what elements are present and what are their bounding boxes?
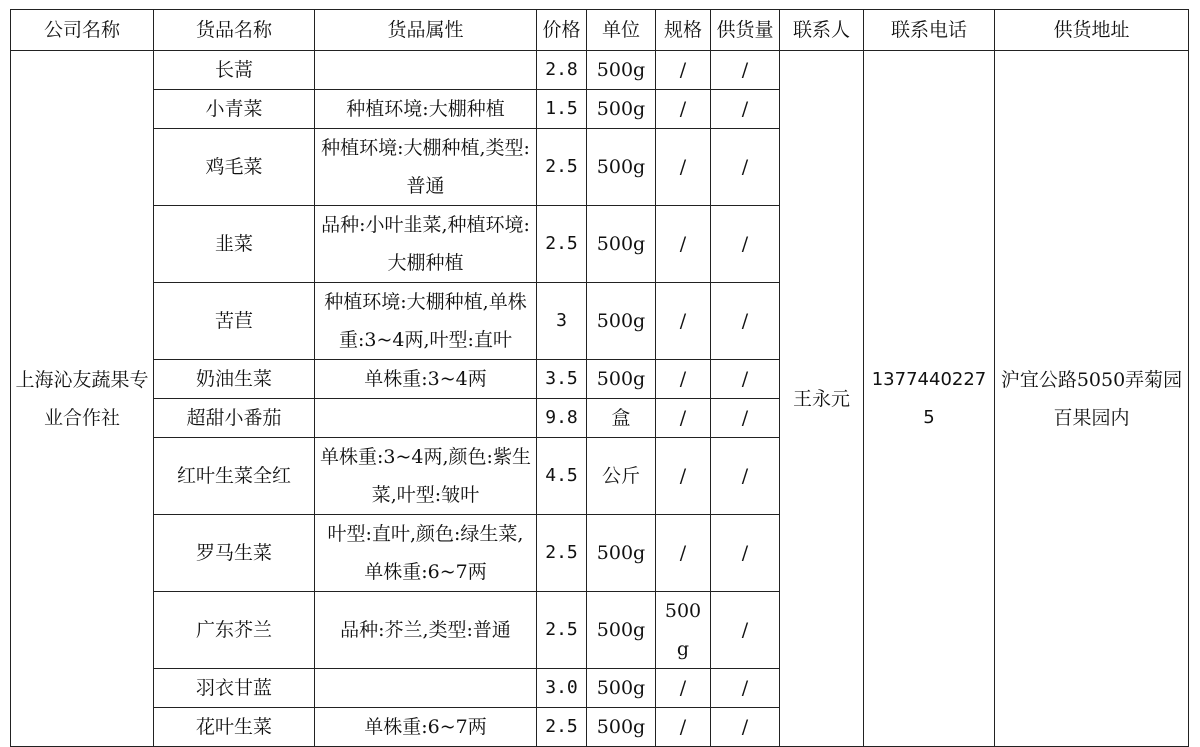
price-cell: 2.5 [537, 129, 587, 206]
supply-cell: / [711, 438, 780, 515]
header-spec: 规格 [656, 10, 711, 51]
product-attr-cell [315, 399, 537, 438]
product-name-cell: 苦苣 [154, 283, 315, 360]
header-price: 价格 [537, 10, 587, 51]
spec-cell: / [656, 51, 711, 90]
product-attr-cell: 单株重:3~4两 [315, 360, 537, 399]
product-name-cell: 小青菜 [154, 90, 315, 129]
spec-cell: / [656, 438, 711, 515]
table-row [11, 51, 1189, 90]
unit-cell: 500g [587, 206, 656, 283]
unit-cell: 500g [587, 515, 656, 592]
header-row [11, 10, 1189, 51]
product-name-cell: 韭菜 [154, 206, 315, 283]
product-name-cell: 长蒿 [154, 51, 315, 90]
unit-cell: 500g [587, 592, 656, 669]
header-unit: 单位 [587, 10, 656, 51]
supplier-sheet [10, 9, 1189, 747]
price-cell: 9.8 [537, 399, 587, 438]
spec-cell: / [656, 399, 711, 438]
product-name-cell: 红叶生菜全红 [154, 438, 315, 515]
spec-cell: / [656, 708, 711, 747]
supply-cell: / [711, 206, 780, 283]
product-attr-cell: 品种:芥兰,类型:普通 [315, 592, 537, 669]
product-name-cell: 超甜小番茄 [154, 399, 315, 438]
supply-cell: / [711, 515, 780, 592]
supply-cell: / [711, 669, 780, 708]
price-cell: 4.5 [537, 438, 587, 515]
spec-cell: / [656, 669, 711, 708]
unit-cell: 500g [587, 708, 656, 747]
unit-cell: 500g [587, 129, 656, 206]
product-attr-cell: 种植环境:大棚种植 [315, 90, 537, 129]
product-name-cell: 罗马生菜 [154, 515, 315, 592]
company-name-cell: 上海沁友蔬果专业合作社 [11, 51, 154, 747]
product-attr-cell: 种植环境:大棚种植,类型:普通 [315, 129, 537, 206]
supply-cell: / [711, 129, 780, 206]
price-cell: 3.5 [537, 360, 587, 399]
supply-cell: / [711, 399, 780, 438]
unit-cell: 公斤 [587, 438, 656, 515]
unit-cell: 500g [587, 90, 656, 129]
unit-cell: 500g [587, 51, 656, 90]
supply-cell: / [711, 51, 780, 90]
supply-cell: / [711, 360, 780, 399]
price-cell: 2.5 [537, 206, 587, 283]
spec-cell: / [656, 90, 711, 129]
product-name-cell: 鸡毛菜 [154, 129, 315, 206]
spec-cell: / [656, 129, 711, 206]
header-address: 供货地址 [995, 10, 1189, 51]
product-name-cell: 花叶生菜 [154, 708, 315, 747]
product-attr-cell: 单株重:6~7两 [315, 708, 537, 747]
product-table [10, 9, 1189, 747]
supply-cell: / [711, 90, 780, 129]
price-cell: 2.5 [537, 708, 587, 747]
price-cell: 1.5 [537, 90, 587, 129]
header-company: 公司名称 [11, 10, 154, 51]
price-cell: 2.5 [537, 515, 587, 592]
address-cell: 沪宜公路5050弄菊园百果园内 [995, 51, 1189, 747]
supply-cell: / [711, 592, 780, 669]
spec-cell: / [656, 515, 711, 592]
contact-cell: 王永元 [780, 51, 864, 747]
product-name-cell: 广东芥兰 [154, 592, 315, 669]
unit-cell: 500g [587, 669, 656, 708]
product-attr-cell: 单株重:3~4两,颜色:紫生菜,叶型:皱叶 [315, 438, 537, 515]
spec-cell: / [656, 360, 711, 399]
table-body [11, 51, 1189, 747]
header-product: 货品名称 [154, 10, 315, 51]
product-name-cell: 羽衣甘蓝 [154, 669, 315, 708]
header-contact: 联系人 [780, 10, 864, 51]
header-attributes: 货品属性 [315, 10, 537, 51]
supply-cell: / [711, 283, 780, 360]
supply-cell: / [711, 708, 780, 747]
spec-cell: / [656, 206, 711, 283]
price-cell: 3.0 [537, 669, 587, 708]
spec-cell: 500g [656, 592, 711, 669]
unit-cell: 500g [587, 283, 656, 360]
product-attr-cell: 种植环境:大棚种植,单株重:3~4两,叶型:直叶 [315, 283, 537, 360]
product-attr-cell [315, 51, 537, 90]
product-name-cell: 奶油生菜 [154, 360, 315, 399]
price-cell: 2.8 [537, 51, 587, 90]
price-cell: 2.5 [537, 592, 587, 669]
product-attr-cell [315, 669, 537, 708]
unit-cell: 500g [587, 360, 656, 399]
unit-cell: 盒 [587, 399, 656, 438]
phone-cell: 13774402275 [864, 51, 995, 747]
header-supply: 供货量 [711, 10, 780, 51]
price-cell: 3 [537, 283, 587, 360]
product-attr-cell: 叶型:直叶,颜色:绿生菜,单株重:6~7两 [315, 515, 537, 592]
spec-cell: / [656, 283, 711, 360]
product-attr-cell: 品种:小叶韭菜,种植环境:大棚种植 [315, 206, 537, 283]
header-phone: 联系电话 [864, 10, 995, 51]
